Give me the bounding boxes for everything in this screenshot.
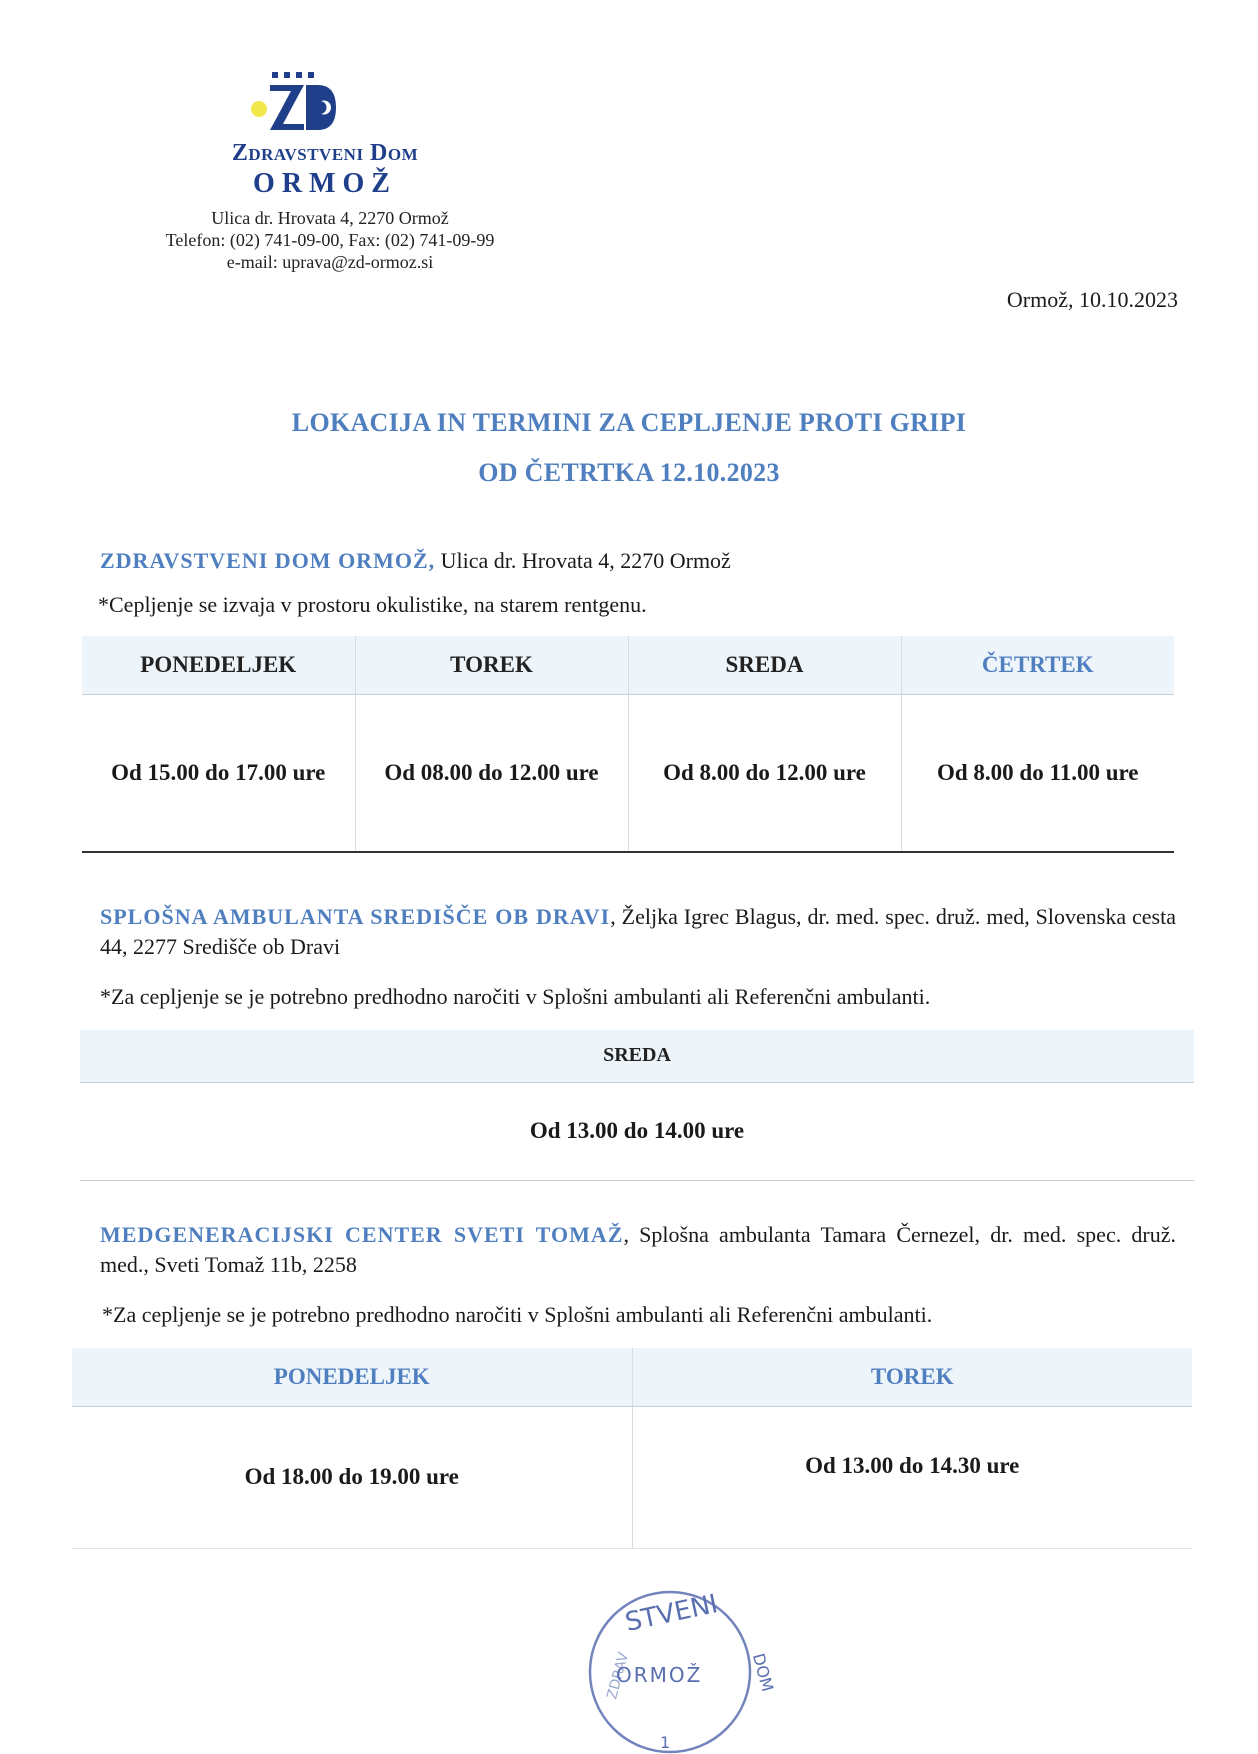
location-3-name: MEDGENERACIJSKI CENTER SVETI TOMAŽ: [100, 1222, 624, 1247]
org-phone-fax: Telefon: (02) 741-09-00, Fax: (02) 741-09-99: [165, 230, 495, 250]
org-name-line1: Zdravstveni Dom: [231, 140, 419, 166]
stamp-text-top: STVENI: [622, 1589, 721, 1638]
location-2-note: *Za cepljenje se je potrebno predhodno naročiti v Splošni ambulanti ali Referenčni ambulanti.: [100, 984, 931, 1009]
day-header: SREDA: [80, 1030, 1194, 1082]
time-cell: Od 13.00 do 14.30 ure: [805, 1452, 1020, 1478]
location-2-details: , Željka Igrec Blagus, dr. med. spec. druž. med, Slovenska cesta 44, 2277 Središče ob Dravi: [100, 904, 1176, 959]
location-2-name: SPLOŠNA AMBULANTA SREDIŠČE OB DRAVI: [100, 904, 611, 929]
location-3: [100, 1220, 1176, 1280]
time-cell: Od 13.00 do 14.00 ure: [529, 1118, 745, 1143]
location-3-note: *Za cepljenje se je potrebno predhodno naročiti v Splošni ambulanti ali Referenčni ambulanti.: [102, 1302, 933, 1327]
location-2-schedule-table: [80, 1030, 1194, 1181]
location-3-schedule-table: [72, 1348, 1192, 1549]
document-title-line2: OD ČETRTKA 12.10.2023: [478, 458, 780, 487]
document-date: Ormož, 10.10.2023: [1006, 287, 1178, 312]
location-1-note: *Cepljenje se izvaja v prostoru okulistike, na starem rentgenu.: [98, 592, 647, 617]
day-header: TOREK: [632, 1348, 1192, 1406]
organization-logo: [248, 72, 378, 134]
official-stamp: [578, 1580, 778, 1754]
location-1-name: ZDRAVSTVENI DOM ORMOŽ,: [100, 548, 436, 573]
time-cell: Od 15.00 do 17.00 ure: [82, 694, 355, 852]
time-cell: Od 08.00 do 12.00 ure: [355, 694, 628, 852]
stamp-number: 1: [660, 1733, 671, 1752]
location-2: [100, 902, 1176, 962]
location-1-details: Ulica dr. Hrovata 4, 2270 Ormož: [435, 548, 731, 573]
time-cell: Od 8.00 do 11.00 ure: [937, 759, 1139, 785]
location-1-schedule-table: [82, 636, 1174, 853]
org-email: e-mail: uprava@zd-ormoz.si: [226, 252, 434, 272]
location-3-details: , Splošna ambulanta Tamara Černezel, dr. med. spec. druž. med., Sveti Tomaž 11b, 2258: [100, 1222, 1177, 1277]
day-header: PONEDELJEK: [72, 1348, 632, 1406]
day-header: ČETRTEK: [901, 636, 1174, 694]
time-cell: Od 8.00 do 12.00 ure: [628, 694, 901, 852]
day-header: PONEDELJEK: [82, 636, 355, 694]
stamp-text-left: ZDRAV: [604, 1650, 633, 1701]
day-header: TOREK: [355, 636, 628, 694]
stamp-text-right: DOM: [748, 1651, 778, 1694]
org-address: Ulica dr. Hrovata 4, 2270 Ormož: [211, 208, 449, 228]
org-name-line2: ORMOŽ: [253, 168, 397, 199]
day-header: SREDA: [628, 636, 901, 694]
time-cell: Od 18.00 do 19.00 ure: [72, 1406, 632, 1548]
document-title-line1: LOKACIJA IN TERMINI ZA CEPLJENJE PROTI GRIPI: [291, 408, 967, 437]
location-1: [100, 546, 1176, 576]
stamp-text-center: ORMOŽ: [616, 1663, 703, 1687]
